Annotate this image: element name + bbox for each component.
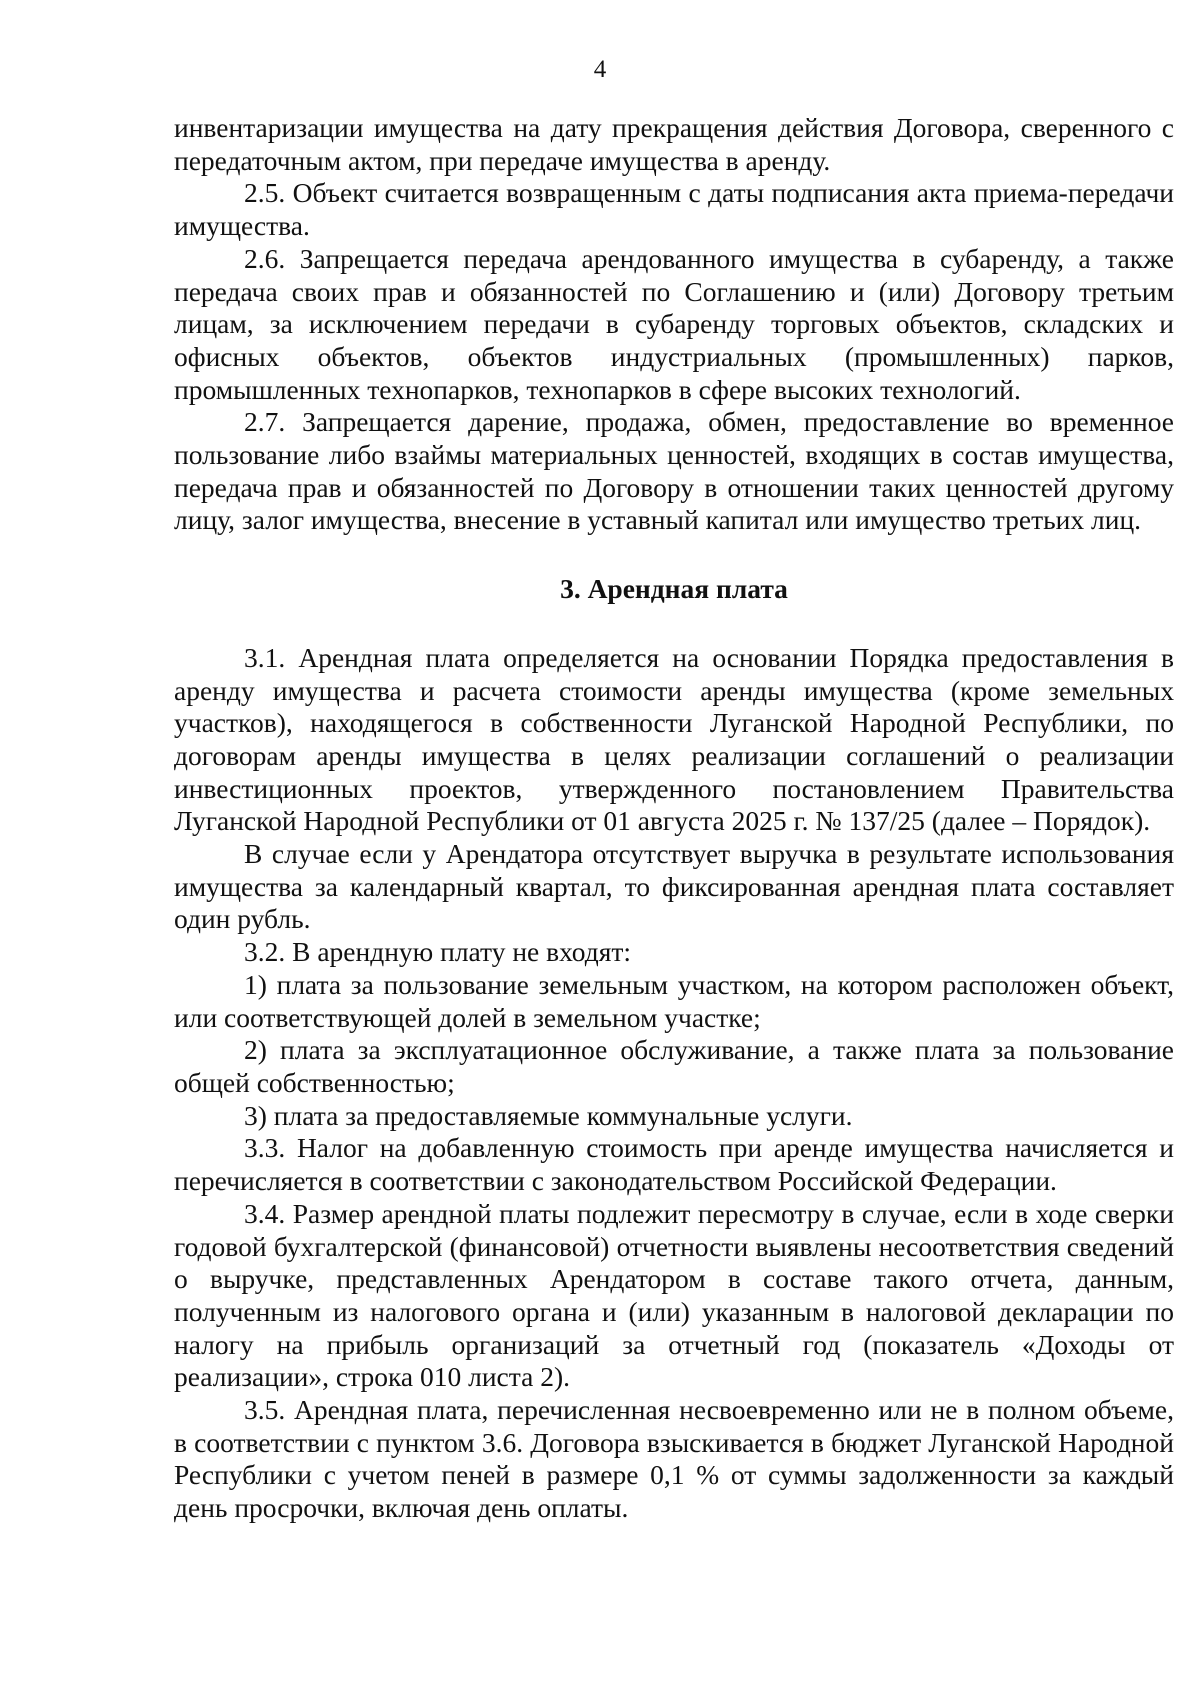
page-number: 4 — [593, 56, 607, 83]
paragraph-3-4: 3.4. Размер арендной платы подлежит пересмотру в случае, если в ходе сверки годовой бухгалтерской (финансовой) отчетности выявлены несоответствия сведений о выручке, представленных Арендатором в составе такого отчета, данным, полученным из налогового органа и (или) указанным в налоговой декларации по налогу на прибыль организаций за отчетный год (показатель «Доходы от реализации», строка 010 листа 2). — [174, 1197, 1174, 1393]
paragraph-3-3: 3.3. Налог на добавленную стоимость при аренде имущества начисляется и перечисляется в соответствии с законодательством Российской Федерации. — [174, 1132, 1174, 1197]
paragraph-2-5: 2.5. Объект считается возвращенным с даты подписания акта приема-передачи имущества. — [174, 177, 1174, 242]
paragraph-3-2-item-2: 2) плата за эксплуатационное обслуживание, а также плата за пользование общей собственностью; — [174, 1034, 1174, 1098]
paragraph-3-1: 3.1. Арендная плата определяется на основании Порядка предоставления в аренду имущества и расчета стоимости аренды имущества (кроме земельных участков), находящегося в собственности Луганской Народной Республики, по договорам аренды имущества в целях реализации соглашений о реализации инвестиционных проектов, утвержденного постановлением Правительства Луганской Народной Республики от 01 августа 2025 г. № 137/25 (далее – Порядок). — [174, 641, 1174, 837]
paragraph-2-7: 2.7. Запрещается дарение, продажа, обмен, предоставление во временное пользование либо взаймы материальных ценностей, входящих в состав имущества, передача прав и обязанностей по Договору в отношении таких ценностей другому лицу, залог имущества, внесение в уставный капитал или имущество третьих лиц. — [174, 406, 1174, 536]
paragraph-no-revenue: В случае если у Арендатора отсутствует выручка в результате использования имущества за календарный квартал, то фиксированная арендная плата составляет один рубль. — [174, 838, 1174, 935]
paragraph-3-5: 3.5. Арендная плата, перечисленная несвоевременно или не в полном объеме, в соответствии с пунктом 3.6. Договора взыскивается в бюджет Луганской Народной Республики с учетом пеней в размере 0,1 % от суммы задолженности за каждый день просрочки, включая день оплаты. — [174, 1394, 1174, 1524]
paragraph-3-2: 3.2. В арендную плату не входят: — [244, 936, 632, 968]
paragraph-3-2-item-3: 3) плата за предоставляемые коммунальные услуги. — [244, 1099, 853, 1131]
paragraph-continuation: инвентаризации имущества на дату прекращения действия Договора, сверенного с передаточным актом, при передаче имущества в аренду. — [174, 112, 1174, 176]
section-heading-rent: 3. Арендная плата — [560, 573, 788, 605]
paragraph-2-6: 2.6. Запрещается передача арендованного имущества в субаренду, а также передача своих прав и обязанностей по Соглашению и (или) Договору третьим лицам, за исключением передачи в субаренду торговых объектов, складских и офисных объектов, объектов индустриальных (промышленных) парков, промышленных технопарков, технопарков в сфере высоких технологий. — [174, 242, 1174, 405]
document-body — [174, 112, 1174, 1525]
paragraph-3-2-item-1: 1) плата за пользование земельным участком, на котором расположен объект, или соответствующей долей в земельном участке; — [174, 968, 1174, 1033]
